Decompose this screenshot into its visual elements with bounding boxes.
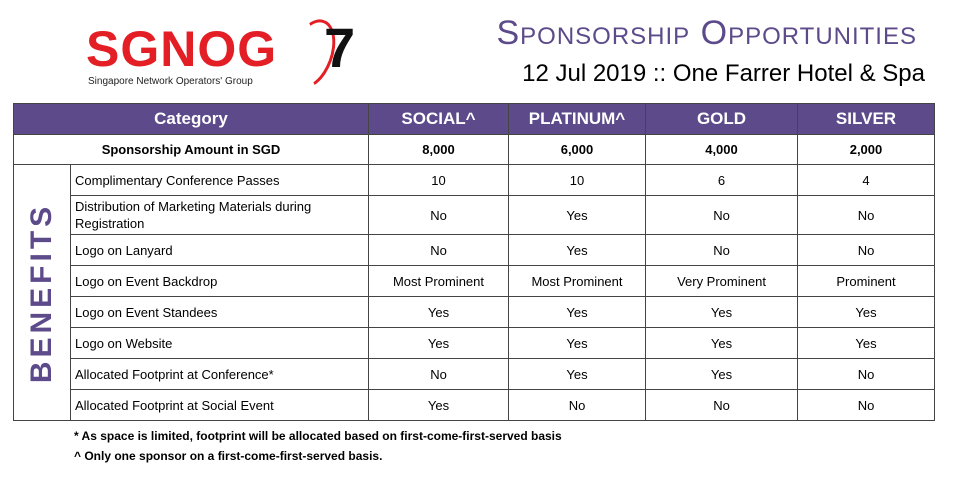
- amount-silver: 2,000: [798, 135, 935, 165]
- benefit-name: Logo on Event Backdrop: [71, 266, 369, 297]
- table-row: [14, 359, 935, 390]
- benefit-value: No: [369, 359, 509, 390]
- benefit-name: Complimentary Conference Passes: [71, 165, 369, 196]
- benefit-value: No: [646, 390, 798, 421]
- table-header-row: [14, 104, 935, 135]
- benefit-value: Yes: [369, 328, 509, 359]
- footnote-footprint: * As space is limited, footprint will be allocated based on first-come-first-served basis: [74, 429, 562, 443]
- benefit-value: No: [798, 390, 935, 421]
- benefit-value: Yes: [646, 297, 798, 328]
- header-category: Category: [14, 104, 369, 135]
- benefit-value: Yes: [369, 390, 509, 421]
- benefit-value: 6: [646, 165, 798, 196]
- benefit-name: Distribution of Marketing Materials during Registration: [71, 196, 369, 235]
- benefit-value: Yes: [646, 359, 798, 390]
- amount-platinum: 6,000: [509, 135, 646, 165]
- table-row: [14, 196, 935, 235]
- benefit-value: No: [798, 359, 935, 390]
- table-row: [14, 266, 935, 297]
- benefit-name: Logo on Event Standees: [71, 297, 369, 328]
- footnotes: [74, 426, 562, 466]
- benefit-name: Allocated Footprint at Conference*: [71, 359, 369, 390]
- benefit-name: Logo on Lanyard: [71, 235, 369, 266]
- benefit-value: No: [369, 196, 509, 235]
- header-platinum: PLATINUM^: [509, 104, 646, 135]
- table-row: [14, 390, 935, 421]
- logo-text: SGNOG: [86, 21, 278, 77]
- benefit-value: No: [509, 390, 646, 421]
- amount-gold: 4,000: [646, 135, 798, 165]
- benefit-name: Logo on Website: [71, 328, 369, 359]
- benefit-value: Yes: [509, 328, 646, 359]
- logo-tagline: Singapore Network Operators' Group: [88, 76, 253, 87]
- page-title: Sponsorship Opportunities: [496, 14, 917, 52]
- table-row: [14, 165, 935, 196]
- benefits-label-text: BENEFITS: [25, 202, 58, 383]
- benefit-value: No: [798, 196, 935, 235]
- benefit-value: Yes: [369, 297, 509, 328]
- header-social: SOCIAL^: [369, 104, 509, 135]
- benefit-value: Most Prominent: [509, 266, 646, 297]
- table-row: [14, 297, 935, 328]
- logo-number: 7: [324, 16, 356, 79]
- benefit-value: Very Prominent: [646, 266, 798, 297]
- amount-label: Sponsorship Amount in SGD: [14, 135, 369, 165]
- benefit-value: No: [646, 235, 798, 266]
- sponsorship-table: [13, 103, 935, 421]
- page-subtitle: 12 Jul 2019 :: One Farrer Hotel & Spa: [522, 60, 925, 87]
- benefit-value: No: [369, 235, 509, 266]
- header-silver: SILVER: [798, 104, 935, 135]
- benefit-value: 10: [369, 165, 509, 196]
- benefit-value: Yes: [509, 359, 646, 390]
- benefit-value: Yes: [798, 328, 935, 359]
- amount-row: [14, 135, 935, 165]
- benefit-value: 4: [798, 165, 935, 196]
- benefit-value: 10: [509, 165, 646, 196]
- benefits-side-label: [14, 165, 71, 421]
- benefit-value: Yes: [509, 235, 646, 266]
- benefit-value: Yes: [646, 328, 798, 359]
- amount-social: 8,000: [369, 135, 509, 165]
- benefit-value: No: [646, 196, 798, 235]
- benefit-value: Prominent: [798, 266, 935, 297]
- benefit-value: Yes: [509, 297, 646, 328]
- benefit-name: Allocated Footprint at Social Event: [71, 390, 369, 421]
- sgnog-logo: [86, 18, 366, 94]
- logo-wordmark: [86, 21, 278, 77]
- benefit-value: Yes: [798, 297, 935, 328]
- header-gold: GOLD: [646, 104, 798, 135]
- benefit-value: Most Prominent: [369, 266, 509, 297]
- benefit-value: Yes: [509, 196, 646, 235]
- footnote-single-sponsor: ^ Only one sponsor on a first-come-first-served basis.: [74, 449, 383, 463]
- table-row: [14, 235, 935, 266]
- table-row: [14, 328, 935, 359]
- benefit-value: No: [798, 235, 935, 266]
